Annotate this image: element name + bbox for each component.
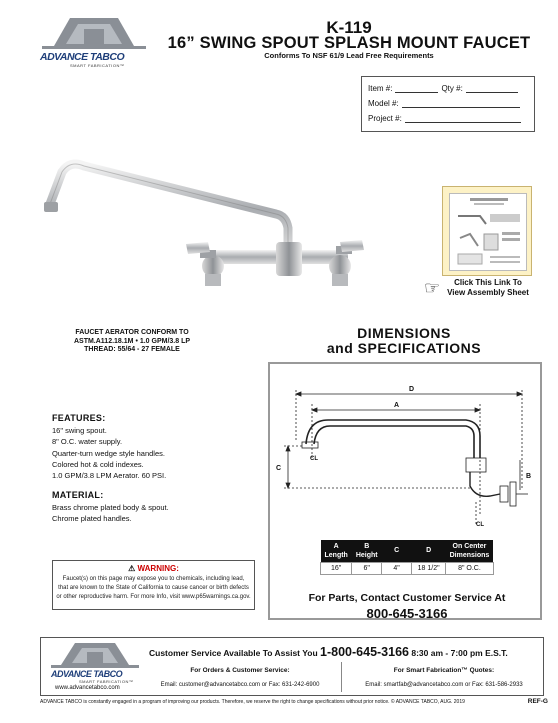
dim-label-c: C [276, 465, 282, 472]
spec-cell-c: 4" [382, 562, 412, 574]
assembly-sheet-preview [449, 193, 527, 271]
customer-service-line [149, 645, 508, 659]
material-heading: MATERIAL: [52, 490, 104, 500]
footer-logo[interactable] [47, 641, 143, 693]
cs-text: Customer Service Available To Assist You [149, 648, 318, 658]
spec-table-header-row [321, 540, 494, 562]
parts-contact-text: For Parts, Contact Customer Service At [308, 592, 506, 604]
disclaimer [40, 699, 548, 705]
list-item: Colored hot & cold indexes. [52, 459, 144, 469]
parts-phone[interactable]: 800-645-3166 [366, 606, 448, 621]
list-item: Chrome plated handles. [52, 514, 132, 524]
spec-header-a: A Length [321, 540, 352, 562]
warning-triangle-icon: ⚠ [128, 564, 136, 573]
item-label: Item #: [368, 84, 393, 93]
dim-label-centerline-1: CL [310, 456, 318, 462]
project-label: Project #: [368, 114, 402, 123]
list-item: Brass chrome plated body & spout. [52, 503, 169, 512]
brand-tagline: SMART FABRICATION™ [70, 63, 125, 68]
brand-logo[interactable] [38, 14, 148, 66]
table-row [321, 562, 494, 574]
spec-header-c: C [382, 540, 412, 562]
orders-email-fax[interactable]: Email: customer@advancetabco.com or Fax: 631-242-6900 [160, 682, 320, 688]
cs-phone[interactable]: 1-800-645-3166 [320, 645, 409, 659]
material-list [52, 502, 169, 525]
features-list [52, 425, 166, 481]
spec-header-d: D [412, 540, 446, 562]
spec-cell-d: 18 1/2" [412, 562, 446, 574]
prop65-warning [52, 560, 255, 610]
warning-line2: that are known to the State of California to cause cancer or birth defects [58, 585, 249, 591]
model-row [368, 99, 520, 108]
quotes-contact [349, 664, 539, 692]
warning-line3: or other reproductive harm. For more Info, visit www.p65warnings.ca.gov. [56, 594, 251, 600]
disclaimer-text: ADVANCE TABCO is constantly engaged in a program of improving our products. Therefore, we reserve the right to change specifications without prior notice. © ADVANCE TABCO, AUG. 2019 [40, 699, 465, 705]
orders-heading: For Orders & Customer Service: [190, 667, 290, 674]
assembly-link-line2: View Assembly Sheet [447, 288, 529, 297]
qty-label: Qty #: [441, 84, 463, 93]
project-field[interactable] [405, 115, 521, 123]
project-row [368, 114, 521, 123]
spec-header-oc: On Center Dimensions [446, 540, 494, 562]
list-item: 16" swing spout. [52, 426, 107, 435]
aerator-line3: THREAD: 55/64 - 27 FEMALE [84, 346, 180, 353]
brand-name: ADVANCE TABCO [40, 51, 125, 63]
item-info-box [361, 76, 535, 132]
pointing-hand-icon: ☞ [424, 278, 441, 298]
item-field[interactable] [395, 85, 438, 93]
quotes-heading: For Smart Fabrication™ Quotes: [393, 667, 495, 674]
warning-text [53, 575, 254, 602]
page-title: 16” SWING SPOUT SPLASH MOUNT FAUCET [167, 34, 531, 52]
spec-cell-b: 6" [352, 562, 382, 574]
faucet-product-image [40, 150, 370, 300]
quotes-email-fax[interactable]: Email: smartfab@advancetabco.com or Fax: 631-586-2933 [365, 682, 523, 688]
dim-label-b: B [526, 473, 532, 480]
assembly-link-line1: Click This Link To [454, 278, 522, 287]
footer-brand-tagline: SMART FABRICATION™ [79, 679, 134, 684]
aerator-line1: FAUCET AERATOR CONFORM TO [75, 329, 189, 336]
aerator-line2: ASTM.A112.18.1M • 1.0 GPM/3.8 LP [73, 337, 191, 345]
footer-brand: ADVANCE TABCO [51, 669, 123, 679]
features-heading: FEATURES: [52, 413, 106, 423]
footer-logo-mark-icon [47, 641, 143, 671]
dimensions-heading [268, 326, 540, 356]
assembly-sheet-thumbnail[interactable] [442, 186, 532, 276]
cs-hours: 8:30 am - 7:00 pm E.S.T. [411, 648, 508, 658]
footer-divider [341, 662, 342, 692]
aerator-note [42, 329, 222, 355]
list-item: 8" O.C. water supply. [52, 437, 123, 447]
model-field[interactable] [402, 100, 520, 108]
assembly-diagram-icon [450, 194, 528, 272]
footer-website[interactable]: www.advancetabco.com [55, 685, 120, 691]
dimension-drawing [270, 364, 540, 618]
model-number: K-119 [326, 18, 372, 37]
spec-table [320, 540, 494, 575]
dimensions-title-line2: and SPECIFICATIONS [326, 340, 482, 356]
logo-mark-icon [38, 14, 148, 54]
qty-field[interactable] [466, 85, 518, 93]
dimensions-title-line1: DIMENSIONS [357, 325, 451, 341]
spec-header-b: B Height [352, 540, 382, 562]
footer-contact-box [40, 637, 544, 696]
list-item: Quarter-turn wedge style handles. [52, 448, 165, 458]
orders-contact [145, 664, 335, 692]
spec-cell-a: 16" [321, 562, 352, 574]
dim-label-centerline-2: CL [476, 522, 484, 528]
spec-cell-oc: 8" O.C. [446, 562, 494, 574]
list-item: 1.0 GPM/3.8 LPM Aerator. 60 PSI. [52, 471, 167, 481]
warning-line1: Faucet(s) on this page may expose you to chemicals, including lead, [62, 576, 245, 582]
model-label: Model #: [368, 99, 399, 108]
reference-code: REF-G [527, 698, 548, 705]
assembly-sheet-link[interactable] [444, 278, 532, 298]
warning-heading: WARNING: [137, 564, 179, 573]
page-subtitle: Conforms To NSF 61/9 Lead Free Requirements [264, 51, 434, 60]
item-row [368, 84, 518, 93]
dim-label-a: A [394, 402, 400, 409]
dim-label-d: D [409, 386, 415, 393]
dimension-drawing-frame [268, 362, 542, 620]
warning-heading-row [53, 564, 254, 573]
